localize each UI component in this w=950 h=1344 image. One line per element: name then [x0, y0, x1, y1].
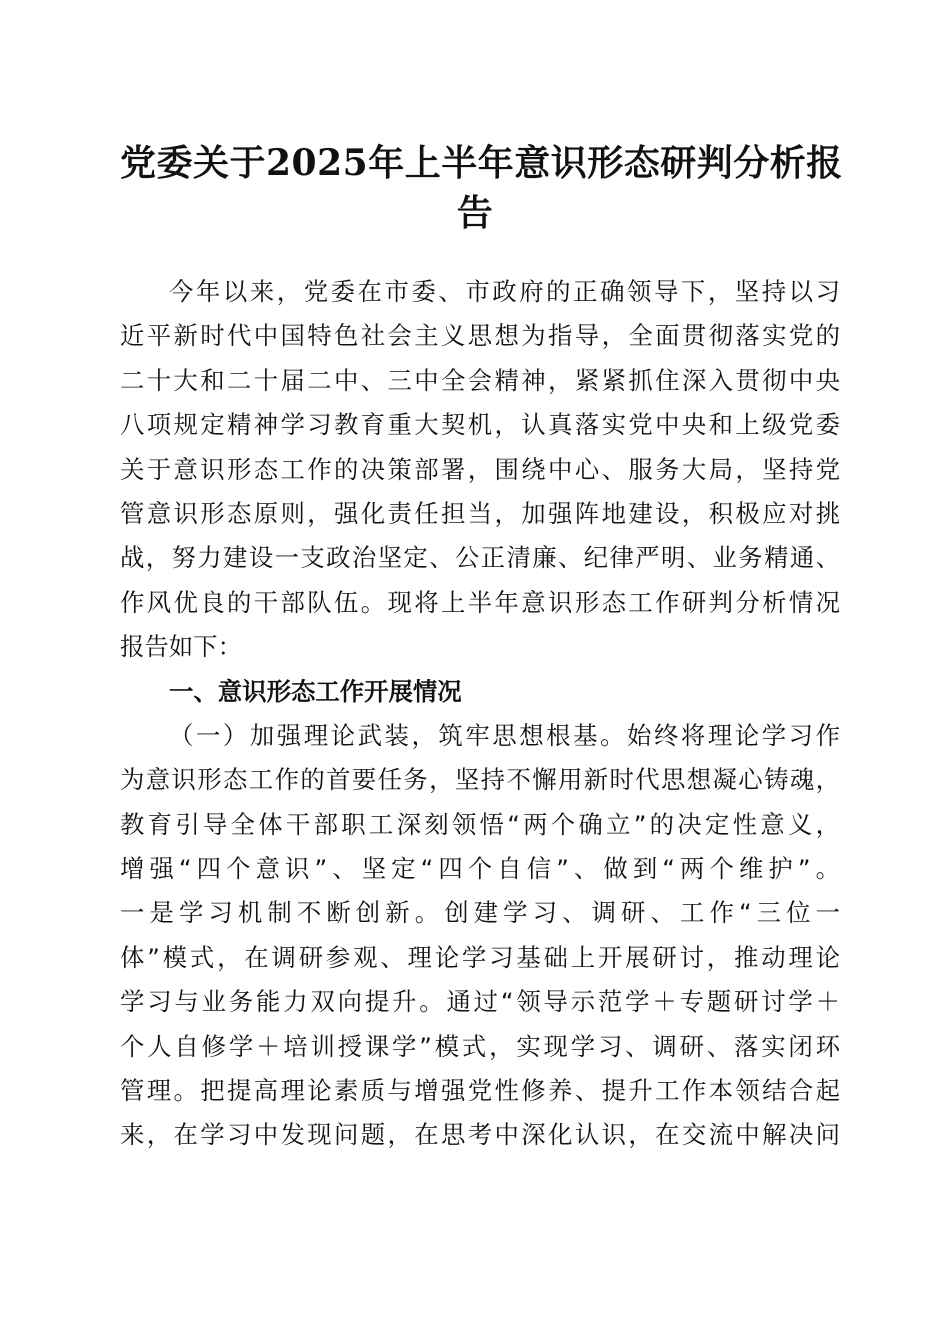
intro-line-1: 今年以来，党委在市委、市政府的正确领导下，坚持以习 [169, 277, 840, 306]
intro-line-6: 管意识形态原则，强化责任担当，加强阵地建设，积极应对挑 [120, 498, 840, 528]
intro-paragraph [120, 270, 840, 670]
intro-line-9: 报告如下： [120, 632, 242, 662]
subsection-line-1: （一）加强理论武装，筑牢思想根基。始终将理论学习作 [169, 720, 840, 750]
document-body [120, 270, 840, 1158]
subsection-line-7: 学习与业务能力双向提升。通过“领导示范学＋专题研讨学＋ [120, 987, 840, 1017]
intro-line-8: 作风优良的干部队伍。现将上半年意识形态工作研判分析情况 [120, 587, 840, 617]
subsection-line-6: 体”模式，在调研参观、理论学习基础上开展研讨，推动理论 [120, 942, 840, 972]
intro-line-7: 战，努力建设一支政治坚定、公正清廉、纪律严明、业务精通、 [120, 543, 840, 573]
section-heading: 一、意识形态工作开展情况 [169, 676, 462, 706]
intro-line-5: 关于意识形态工作的决策部署，围绕中心、服务大局，坚持党 [120, 454, 840, 484]
subsection-line-4: 增强“四个意识”、坚定“四个自信”、做到“两个维护”。 [120, 854, 840, 884]
intro-line-3: 二十大和二十届二中、三中全会精神，紧紧抓住深入贯彻中央 [120, 365, 840, 395]
intro-line-2: 近平新时代中国特色社会主义思想为指导，全面贯彻落实党的 [120, 321, 840, 351]
title-line-2: 告 [456, 192, 494, 234]
subsection-paragraph [120, 714, 840, 1158]
subsection-line-10: 来，在学习中发现问题，在思考中深化认识，在交流中解决问 [120, 1120, 840, 1150]
subsection-line-3: 教育引导全体干部职工深刻领悟“两个确立”的决定性意义， [120, 809, 840, 839]
document-title [120, 138, 843, 238]
subsection-line-2: 为意识形态工作的首要任务，坚持不懈用新时代思想凝心铸魂， [120, 765, 840, 795]
title-line-1: 党委关于2025年上半年意识形态研判分析报 [120, 142, 843, 184]
intro-line-4: 八项规定精神学习教育重大契机，认真落实党中央和上级党委 [120, 410, 840, 440]
subsection-line-9: 管理。把提高理论素质与增强党性修养、提升工作本领结合起 [120, 1076, 840, 1106]
subsection-line-8: 个人自修学＋培训授课学”模式，实现学习、调研、落实闭环 [120, 1031, 840, 1061]
subsection-line-5: 一是学习机制不断创新。创建学习、调研、工作“三位一 [120, 898, 840, 928]
